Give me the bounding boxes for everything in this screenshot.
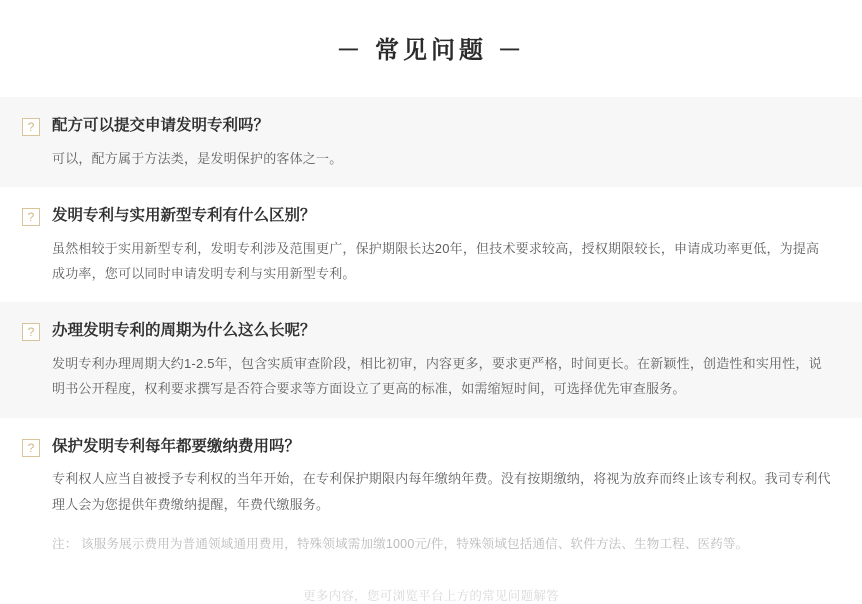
faq-item[interactable]: [0, 97, 862, 187]
faq-item[interactable]: [0, 187, 862, 302]
footer-hint: 更多内容，您可浏览平台上方的常见问题解答: [302, 588, 559, 603]
faq-list: [0, 97, 862, 572]
faq-question-row: [22, 320, 840, 342]
faq-answer: 专利权人应当自被授予专利权的当年开始，在专利保护期限内每年缴纳年费。没有按期缴纳，将视为放弃而终止该专利权。我司专利代理人会为您提供年费缴纳提醒，年费代缴服务。: [52, 471, 831, 512]
faq-question: 配方可以提交申请发明专利吗？: [52, 117, 270, 134]
question-mark-icon: ?: [22, 439, 40, 457]
faq-question-row: [22, 205, 840, 227]
faq-question: 办理发明专利的周期为什么这么长呢？: [52, 322, 316, 340]
faq-answer: 发明专利办理周期大约1-2.5年，包含实质审查阶段，相比初审，内容更多，要求更严格，时间更长。在新颖性，创造性和实用性，说明书公开程度，权利要求撰写是否符合要求等方面设立了更高的标准，如需缩短时间，可选择优先审查服务。: [52, 356, 822, 397]
faq-item[interactable]: [0, 418, 862, 572]
faq-question: 发明专利与实用新型专利有什么区别？: [52, 207, 316, 225]
fee-note: 注： 该服务展示费用为普通领域通用费用，特殊领域需加缴1000元/件，特殊领域包括通信、软件方法、生物工程、医药等。: [52, 537, 749, 552]
question-mark-icon: ?: [22, 323, 40, 341]
faq-answer: 虽然相较于实用新型专利，发明专利涉及范围更广，保护期限长达20年，但技术要求较高，授权期限较长，申请成功率更低，为提高成功率，您可以同时申请发明专利与实用新型专利。: [52, 240, 820, 282]
question-mark-icon: ?: [22, 118, 40, 136]
faq-answer: 可以，配方属于方法类，是发明保护的客体之一。: [52, 150, 343, 166]
faq-item[interactable]: [0, 302, 862, 417]
question-mark-icon: ?: [22, 208, 40, 226]
faq-question: 保护发明专利每年都要缴纳费用吗？: [52, 437, 301, 455]
faq-question-row: [22, 115, 840, 137]
faq-question-row: [22, 436, 840, 458]
page-title: － 常见问题 －: [336, 37, 526, 64]
